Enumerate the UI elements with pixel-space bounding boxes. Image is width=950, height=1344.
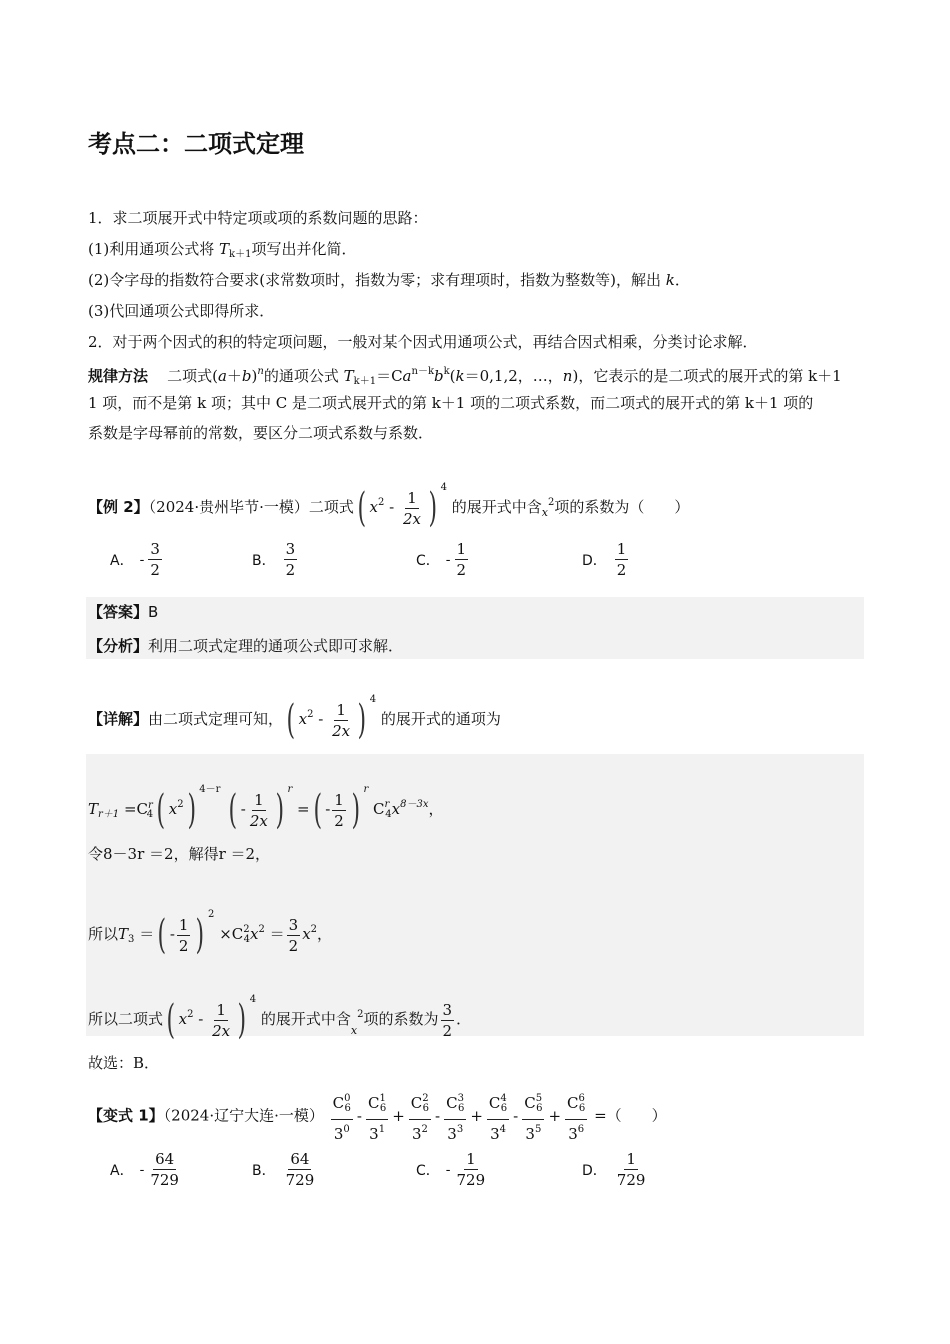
example-2-option-b[interactable]: B． $\frac{3}{2}$ xyxy=(252,540,296,579)
variant-term: $\frac{C^4_6}{3^4}$ xyxy=(487,1090,509,1143)
conclusion-line: 故选：B． xyxy=(88,1054,160,1072)
variant-1-option-b[interactable]: B． $\frac{64}{729}$ xyxy=(252,1150,315,1189)
solution-step-4: 所以二项式( $x^2$ - $\frac{1}{2x}$ ) $^4$ 的展开式中含$_x^2$项的系数为 $\frac{3}{2}$ ． xyxy=(88,994,472,1043)
example-2-option-c[interactable]: C． - $\frac{1}{2}$ xyxy=(416,540,467,579)
analysis-label: 【分析】 xyxy=(88,637,149,655)
detail-line: 【详解】由二项式定理可知，( $x^2$ - $\frac{1}{2x}$ ) $^4$ 的展开式的通项为 xyxy=(88,694,501,743)
method-line-5: 2．对于两个因式的积的特定项问题，一般对某个因式用通项公式，再结合因式相乘，分类讨论求解． xyxy=(88,333,758,351)
variant-term: $\frac{C^5_6}{3^5}$ xyxy=(522,1090,544,1143)
variant-term: $\frac{C^3_6}{3^3}$ xyxy=(444,1090,466,1143)
detail-label: 【详解】 xyxy=(88,710,149,728)
variant-1-option-a[interactable]: A． - $\frac{64}{729}$ xyxy=(110,1150,179,1189)
rule-method-line-2: 1 项，而不是第 k 项；其中 C 是二项式展开式的第 k＋1 项的二项式系数，而二项式的展开式的第 k＋1 项的 xyxy=(88,394,814,412)
answer-label: 【答案】 xyxy=(88,603,149,621)
method-line-2: (1)利用通项公式将 $T_{k+1}$项写出并化简． xyxy=(88,240,357,260)
variant-1-option-c[interactable]: C． - $\frac{1}{729}$ xyxy=(416,1150,486,1189)
rule-method-line-1: 规律方法 二项式$(a+b)^n$的通项公式 $T_{k+1}=Ca^{n-k}b^k(k=0,1,2$，…，n)，它表示的是二项式的展开式的第 k＋1 xyxy=(88,366,842,387)
variant-term: $\frac{C^2_6}{3^2}$ xyxy=(409,1090,431,1143)
example-2-option-d[interactable]: D． $\frac{1}{2}$ xyxy=(582,540,627,579)
solution-step-3: 所以$T_3$ ＝( - $\frac{1}{2}$ ) $^2 \times C^2_4x^2$ ＝ $\frac{3}{2}$ $x^2$， xyxy=(88,909,333,958)
solution-step-1: $T_{r+1} =C^r_4$( $x^2$) $^{4-r}$ ( - $\frac{1}{2x}$ ) $^r$ =( - $\frac{1}{2}$ ) $^r$ $C^r_4x^{8-3x}$， xyxy=(88,784,444,833)
variant-1-label: 【变式 1】 xyxy=(88,1106,164,1125)
analysis-line: 【分析】利用二项式定理的通项公式即可求解． xyxy=(88,637,404,655)
variant-1-expression xyxy=(329,1093,590,1143)
variant-term-sign: - xyxy=(356,1106,362,1125)
example-2-label: 【例 2】 xyxy=(88,498,149,516)
solution-step-2: 令8－3r ＝2，解得r ＝2， xyxy=(88,845,271,863)
rule-method-line-3: 系数是字母幂前的常数，要区分二项式系数与系数． xyxy=(88,424,434,442)
variant-term-sign: + xyxy=(470,1106,483,1125)
method-line-1: 1．求二项展开式中特定项或项的系数问题的思路： xyxy=(88,209,428,227)
rule-method-label: 规律方法 xyxy=(88,367,149,385)
variant-term-sign: + xyxy=(392,1106,405,1125)
variant-term-sign: + xyxy=(548,1106,562,1125)
variant-1-option-d[interactable]: D． $\frac{1}{729}$ xyxy=(582,1150,646,1189)
example-2-option-a[interactable]: A． - $\frac{3}{2}$ xyxy=(110,540,160,579)
page-title: 考点二：二项式定理 xyxy=(88,130,304,158)
variant-term: $\frac{C^6_6}{3^6}$ xyxy=(565,1090,587,1143)
variant-term: $\frac{C^0_6}{3^0}$ xyxy=(331,1090,353,1143)
variant-term: $\frac{C^1_6}{3^1}$ xyxy=(366,1090,388,1143)
variant-term-sign: - xyxy=(513,1106,519,1125)
answer-line: 【答案】B xyxy=(88,603,159,621)
variant-1-question: 【变式 1】（2024·辽宁大连·一模） $\frac{C^0_6}{3^0}$ - $\frac{C^1_6}{3^1}$ + $\frac{C^2_6}{3^2}$ - $\frac{C^3_6}{3^3}$ + $\frac{C^4_6}{3^4}$ - $\frac{C^5_6}{3^5}$ + $\frac{C^6_6}{3^6}$ =（ ） xyxy=(88,1090,667,1143)
example-2-question: 【例 2】（2024·贵州毕节·一模）二项式( $x^2$ - $\frac{1}{2x}$ ) $^4$ 的展开式中含$_x^2$项的系数为（ ） xyxy=(88,482,690,531)
method-line-4: (3)代回通项公式即得所求． xyxy=(88,302,275,320)
variant-term-sign: - xyxy=(435,1106,441,1125)
method-line-3: (2)令字母的指数符合要求(求常数项时，指数为零；求有理项时，指数为整数等)，解出 k． xyxy=(88,271,690,289)
